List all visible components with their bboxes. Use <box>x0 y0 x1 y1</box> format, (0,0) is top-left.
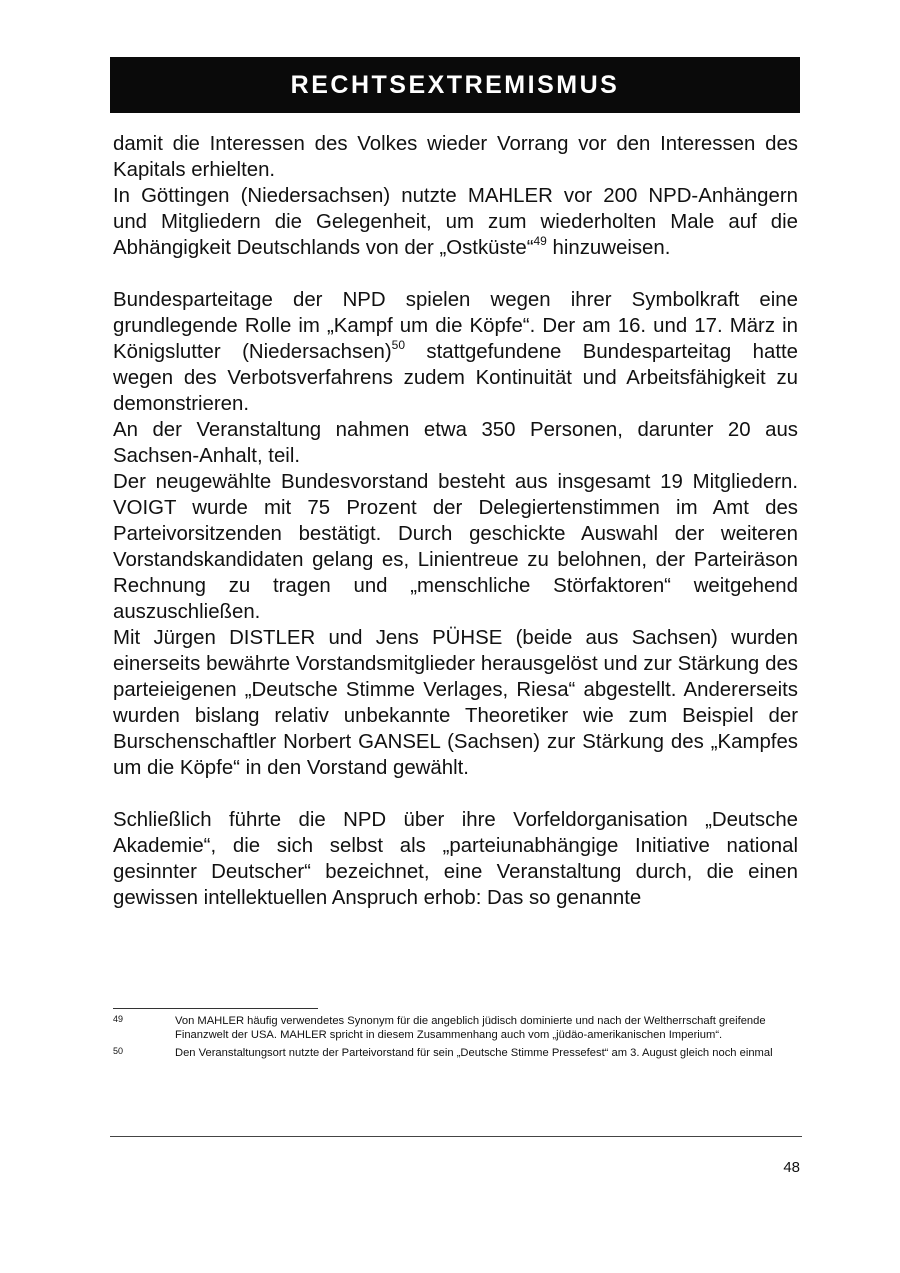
footnote-reference[interactable]: 49 <box>533 234 547 248</box>
footnote-mark: 49 <box>113 1014 124 1024</box>
paragraph: damit die Interessen des Volkes wieder Vorrang vor den Interessen des Kapitals erhielten. <box>113 133 798 181</box>
paragraph: Der neugewählte Bundesvorstand besteht aus insgesamt 19 Mitgliedern. VOIGT wurde mit 75 Prozent der Delegiertenstimmen im Amt des Parteivorsitzenden bestätigt. Durch geschickte Auswahl der weiteren Vorstandskandidaten gelang es, Linientreue zu belohnen, der Parteiräson Rechnung zu tragen und „menschliche Störfaktoren“ weitgehend auszuschließen. <box>113 471 798 623</box>
page-footer-rule <box>110 1136 802 1137</box>
page-number: 48 <box>783 1159 800 1176</box>
footnotes <box>113 1014 803 1064</box>
body-text <box>113 131 798 911</box>
paragraph: Mit Jürgen DISTLER und Jens PÜHSE (beide aus Sachsen) wurden einerseits bewährte Vorstandsmitglieder herausgelöst und zur Stärkung des parteieigenen „Deutsche Stimme Verlages, Riesa“ abgestellt. Andererseits wurden bislang relativ unbekannte Theoretiker wie zum Beispiel der Burschenschaftler Norbert GANSEL (Sachsen) zur Stärkung des „Kampfes um die Köpfe“ in den Vorstand gewählt. <box>113 627 798 779</box>
paragraph: An der Veranstaltung nahmen etwa 350 Personen, darunter 20 aus Sachsen-Anhalt, teil. <box>113 419 798 467</box>
paragraph: In Göttingen (Niedersachsen) nutzte MAHLER vor 200 NPD-Anhängern und Mitgliedern die Gelegenheit, um zum wiederholten Male auf die Abhängigkeit Deutschlands von der „Ostküste“$^{49}$ hinzuweisen. <box>113 185 798 259</box>
footnote-separator <box>113 1008 318 1009</box>
footnote <box>113 1046 803 1060</box>
footnote-mark: 50 <box>113 1046 124 1056</box>
footnote <box>113 1014 803 1042</box>
footnote-text: Von MAHLER häufig verwendetes Synonym für die angeblich jüdisch dominierte und nach der Weltherrschaft greifende Finanzwelt der USA. MAHLER spricht in diesem Zusammenhang auch vom „jüdäo-amerikanischen Imperium“. <box>175 1015 766 1041</box>
paragraph: Bundesparteitage der NPD spielen wegen ihrer Symbolkraft eine grundlegende Rolle im „Kampf um die Köpfe“. Der am 16. und 17. März in Königslutter (Niedersachsen)$^{50}$ stattgefundene Bundesparteitag hatte wegen des Verbotsverfahrens zudem Kontinuität und Arbeitsfähigkeit zu demonstrieren. <box>113 289 798 415</box>
paragraph: Schließlich führte die NPD über ihre Vorfeldorganisation „Deutsche Akademie“, die sich selbst als „parteiunabhängige Initiative national gesinnter Deutscher“ bezeichnet, eine Veranstaltung durch, die einen gewissen intellektuellen Anspruch erhob: Das so genannte <box>113 809 798 909</box>
footnote-reference[interactable]: 50 <box>391 338 406 352</box>
section-title: RECHTSEXTREMISMUS <box>290 70 620 99</box>
footnote-text: Den Veranstaltungsort nutzte der Parteivorstand für sein „Deutsche Stimme Pressefest“ am 3. August gleich noch einmal <box>175 1047 773 1059</box>
section-header <box>110 57 800 113</box>
